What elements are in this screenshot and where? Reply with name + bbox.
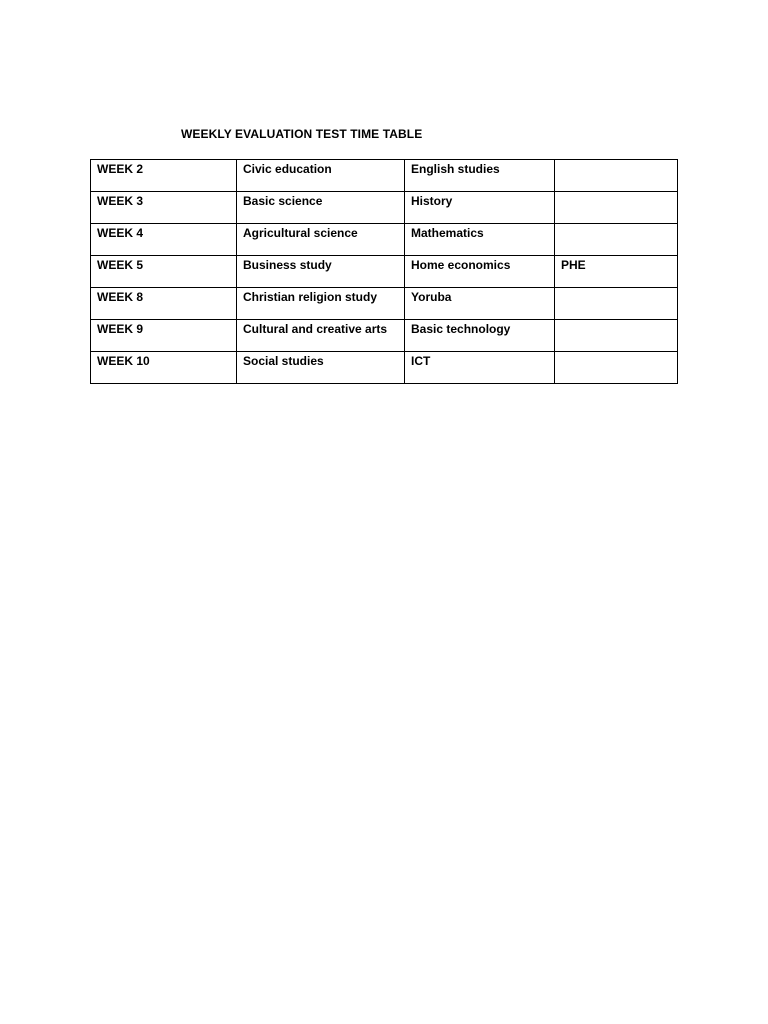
subject-cell: Home economics	[405, 256, 555, 288]
table-row	[91, 192, 678, 224]
subject-cell: Cultural and creative arts	[237, 320, 405, 352]
table-row	[91, 224, 678, 256]
week-cell: WEEK 9	[91, 320, 237, 352]
timetable	[90, 159, 678, 384]
subject-cell: Christian religion study	[237, 288, 405, 320]
subject-cell: Civic education	[237, 160, 405, 192]
week-cell: WEEK 3	[91, 192, 237, 224]
subject-cell: Agricultural science	[237, 224, 405, 256]
subject-cell: Social studies	[237, 352, 405, 384]
subject-cell: English studies	[405, 160, 555, 192]
subject-cell	[555, 224, 678, 256]
table-row	[91, 256, 678, 288]
subject-cell	[555, 160, 678, 192]
subject-cell: History	[405, 192, 555, 224]
subject-cell	[555, 320, 678, 352]
week-cell: WEEK 2	[91, 160, 237, 192]
subject-cell: PHE	[555, 256, 678, 288]
page-title: WEEKLY EVALUATION TEST TIME TABLE	[181, 127, 423, 141]
subject-cell: Basic technology	[405, 320, 555, 352]
subject-cell: Mathematics	[405, 224, 555, 256]
week-cell: WEEK 4	[91, 224, 237, 256]
subject-cell: Business study	[237, 256, 405, 288]
subject-cell: ICT	[405, 352, 555, 384]
week-cell: WEEK 5	[91, 256, 237, 288]
table-row	[91, 320, 678, 352]
table-row	[91, 160, 678, 192]
table-row	[91, 352, 678, 384]
subject-cell: Basic science	[237, 192, 405, 224]
week-cell: WEEK 8	[91, 288, 237, 320]
subject-cell	[555, 288, 678, 320]
subject-cell: Yoruba	[405, 288, 555, 320]
subject-cell	[555, 352, 678, 384]
week-cell: WEEK 10	[91, 352, 237, 384]
subject-cell	[555, 192, 678, 224]
table-row	[91, 288, 678, 320]
